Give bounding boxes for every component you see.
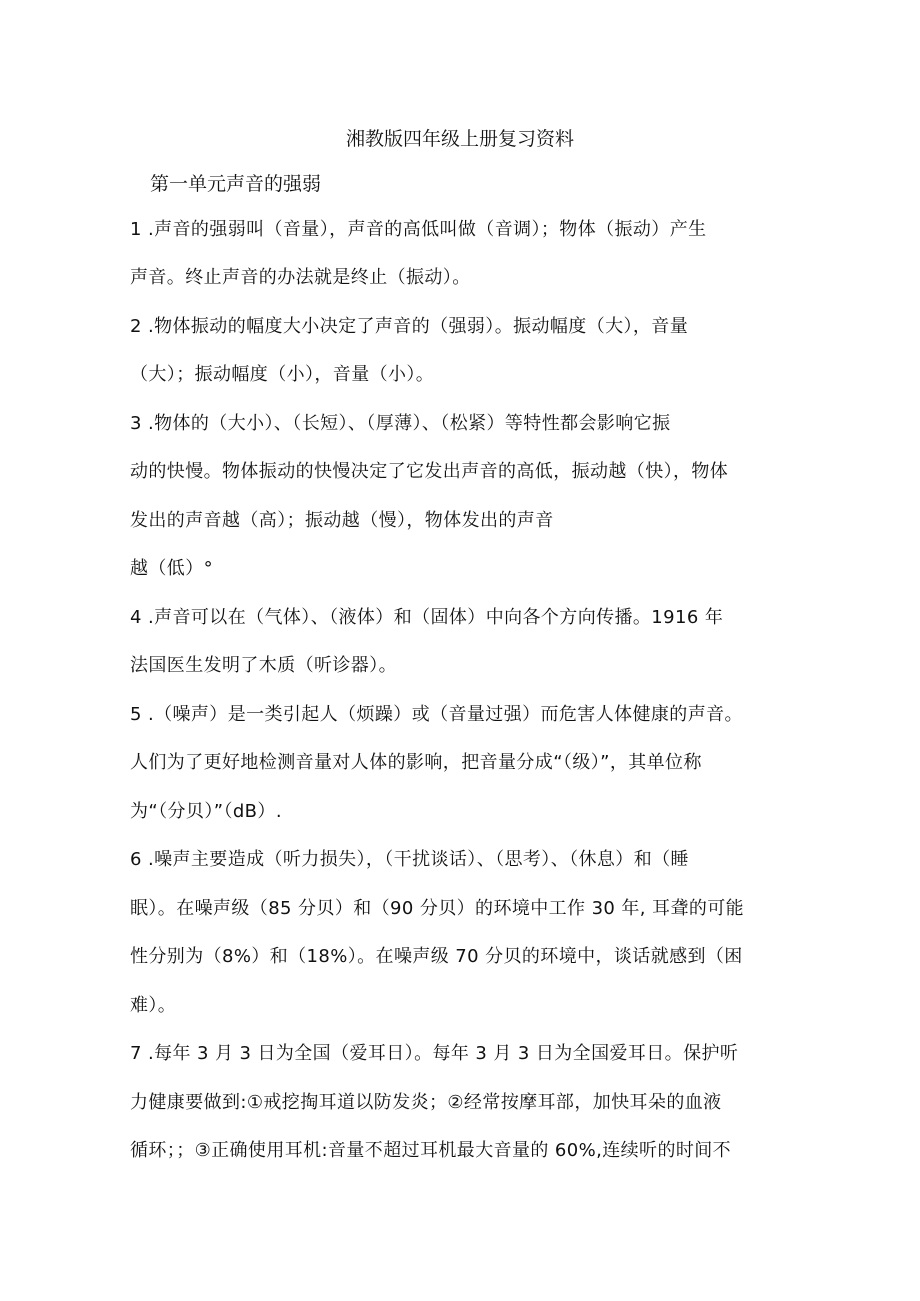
text-line: 性分别为（8%）和（18%）。在噪声级 70 分贝的环境中，谈话就感到（困 [130, 946, 743, 967]
text-line: 7 .每年 3 月 3 日为全国（爱耳日）。每年 3 月 3 日为全国爱耳日。保护听 [130, 1043, 739, 1064]
text-line: 声音。终止声音的办法就是终止（振动）。 [130, 267, 471, 288]
text-line: 人们为了更好地检测音量对人体的影响，把音量分成“（级）”，其单位称 [130, 752, 702, 773]
text-line: （大）；振动幅度（小），音量（小）。 [130, 364, 435, 385]
section-heading: 第一单元声音的强弱 [150, 173, 322, 195]
text-line: 动的快慢。物体振动的快慢决定了它发出声音的高低，振动越（快），物体 [130, 461, 729, 482]
text-line: 法国医生发明了木质（听诊器）。 [130, 655, 397, 676]
text-line: 越（低）° [130, 558, 213, 579]
text-line: 4 .声音可以在（气体）、（液体）和（固体）中向各个方向传播。1916 年 [130, 607, 724, 628]
text-line: 难）。 [130, 995, 177, 1016]
text-line: 5 .（噪声）是一类引起人（烦躁）或（音量过强）而危害人体健康的声音。 [130, 704, 743, 725]
text-line: 1 .声音的强弱叫（音量），声音的高低叫做（音调）；物体（振动）产生 [130, 219, 707, 240]
text-line: 6 .噪声主要造成（听力损失），（干扰谈话）、（思考）、（休息）和（睡 [130, 849, 689, 870]
text-line: 力健康要做到:①戒挖掏耳道以防发炎；②经常按摩耳部，加快耳朵的血液 [130, 1092, 722, 1113]
text-line: 循环；；③正确使用耳机:音量不超过耳机最大音量的 60%,连续听的时间不 [130, 1140, 732, 1161]
text-line: 眠）。在噪声级（85 分贝）和（90 分贝）的环境中工作 30 年, 耳聋的可能 [130, 898, 745, 919]
text-line: 3 .物体的（大小）、（长短）、（厚薄）、（松紧）等特性都会影响它振 [130, 413, 671, 434]
document-title: 湘教版四年级上册复习资料 [345, 128, 574, 150]
text-line: 发出的声音越（高）；振动越（慢），物体发出的声音 [130, 510, 554, 531]
text-line: 2 .物体振动的幅度大小决定了声音的（强弱）。振动幅度（大），音量 [130, 316, 689, 337]
text-line: 为“（分贝）”（dB）. [130, 801, 282, 822]
